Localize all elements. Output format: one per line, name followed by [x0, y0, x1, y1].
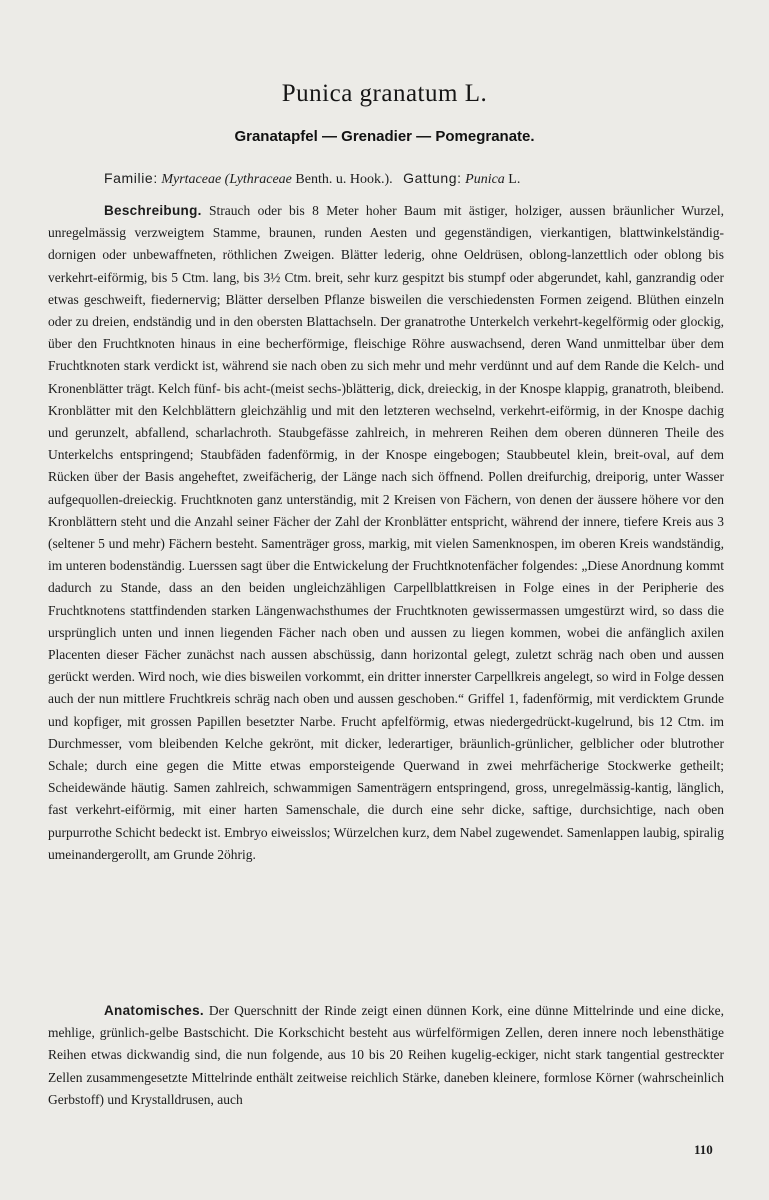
anatomisches-text: Der Querschnitt der Rinde zeigt einen dünnen Kork, eine dünne Mittelrinde und eine dicke, mehlige, grünlich-gelbe Bastschicht. Die Korkschicht besteht aus würfelförmigen Zellen, deren innere noch lebensthätige Reihen etwas dickwandig sind, die nun folgende, aus 10 bis 20 Reihen kugelig-eckiger, nicht stark tangential gestreckter Zellen zusammengesetzte Mittelrinde enthält zeitweise reichlich Stärke, daneben kleinere, formlose Körner (wahrscheinlich Gerbstoff) und Krystalldrusen, auch [48, 1003, 724, 1107]
gattung-name: Punica [465, 172, 505, 187]
beschreibung-text: Strauch oder bis 8 Meter hoher Baum mit ästiger, holziger, aussen bräunlicher Wurzel, unregelmässig verzweigtem Stamme, braunen, runden Aesten und gegenständigen, vierkantigen, blattwinkelständig-dornigen oder unbewaffneten, röthlichen Zweigen. Blätter lederig, ohne Oeldrüsen, oblong-lanzettlich oder oblong bis verkehrt-eiförmig, bis 5 Ctm. lang, bis 3½ Ctm. breit, sehr kurz gespitzt bis stumpf oder abgerundet, kahl, ganzrandig oder etwas geschweift, fiedernervig; Blätter derselben Pflanze bisweilen die verschiedensten Formen zeigend. Blüthen einzeln oder zu dreien, endständig und in den obersten Blattachseln. Der granatrothe Unterkelch verkehrt-kegelförmig oder glockig, über den Fruchtknoten hinaus in eine becherförmige, fleischige Röhre auswachsend, deren Wand unmittelbar über dem Fruchtknoten stark verdickt ist, während sie nach oben zu sich mehr und mehr verdünnt und auf dem Rande die Kelch- und Kronenblätter trägt. Kelch fünf- bis acht-(meist sechs-)blätterig, dick, dreieckig, in der Knospe klappig, granatroth, bleibend. Kronblätter mit den Kelchblättern gleichzählig und mit den letzteren wechselnd, verkehrt-eiförmig, in der Knospe dachig und gerunzelt, abfallend, scharlachroth. Staubgefässe zahlreich, in mehreren Reihen dem oberen dünneren Theile des Unterkelchs entspringend; Staubfäden fadenförmig, in der Knospe eingebogen; Staubbeutel klein, breit-oval, auf dem Rücken über der Basis angeheftet, zweifächerig, der Länge nach sich öffnend. Pollen dreifurchig, dreiporig, unter Wasser aufgequollen-dreieckig. Fruchtknoten ganz unterständig, mit 2 Kreisen von Fächern, von denen der äussere höhere vor den Kronblättern steht und die Anzahl seiner Fächer der Zahl der Kronblätter entspricht, während der innere, tiefere Kreis aus 3 (seltener 5 und mehr) Fächern besteht. Samenträger gross, markig, mit vielen Samenknospen, im oberen Kreis wandständig, im unteren bodenständig. Luerssen sagt über die Entwickelung der Fruchtknotenfächer folgendes: „Diese Anordnung kommt dadurch zu Stande, dass an den beiden ungleichzähligen Carpellblattkreisen in Folge eines in der Peripherie des Fruchtknotens stattfindenden starken Längenwachsthumes der Fruchtknoten gewissermassen umgestürzt wird, so dass die ursprünglich unten und innen liegenden Fächer nach oben und aussen zu liegen kommen, wobei die anfänglich axilen Placenten dieser Fächer zunächst nach aussen abschüssig, dann horizontal gelegt, zuletzt schräg nach oben und aussen gerückt werden. Wird noch, wie dies bisweilen vorkommt, ein dritter innerster Carpellkreis angelegt, so wird in Folge dessen auch der nun mittlere Fruchtkreis schräg nach oben und aussen geschoben.“ Griffel 1, fadenförmig, mit verdicktem Grunde und kopfiger, mit grossen Papillen besetzter Narbe. Frucht apfelförmig, etwas niedergedrückt-kugelrund, bis 12 Ctm. im Durchmesser, vom bleibenden Kelche gekrönt, mit dicker, lederartiger, bräunlich-grünlicher, gelblicher oder blutrother Schale; durch eine gegen die Mitte etwas emporsteigende Querwand in zwei mehrfächerige Stockwerke getheilt; Scheidewände häutig. Samen zahlreich, schwammigen Samenträgern entspringend, gross, unregelmässig-kantig, länglich, fast verkehrt-eiförmig, mit einer harten Samenschale, die durch eine sehr dicke, saftige, durchsichtige, nach oben purpurrothe Schicht bedeckt ist. Embryo eiweisslos; Würzelchen kurz, dem Nabel zugewendet. Samenlappen laubig, spiralig umeinandergerollt, am Grunde 2öhrig. [48, 203, 725, 862]
anatomisches-heading: Anatomisches. [104, 1003, 204, 1018]
familie-authority: Benth. u. Hook.). [295, 172, 393, 187]
familie-label: Familie: [104, 170, 158, 186]
page-title: Punica granatum L. [281, 80, 488, 107]
familie-alt-name: (Lythraceae [224, 172, 292, 187]
gattung-label: Gattung: [403, 170, 462, 186]
familie-name: Myrtaceae [161, 172, 222, 187]
beschreibung-heading: Beschreibung. [104, 203, 202, 218]
anatomisches-paragraph [48, 1000, 724, 1111]
page-number: 110 [694, 1142, 713, 1157]
beschreibung-paragraph [48, 200, 724, 866]
common-names-subtitle: Granatapfel — Grenadier — Pomegranate. [234, 128, 535, 145]
gattung-authority: L. [508, 172, 521, 187]
taxonomy-line [104, 170, 724, 188]
